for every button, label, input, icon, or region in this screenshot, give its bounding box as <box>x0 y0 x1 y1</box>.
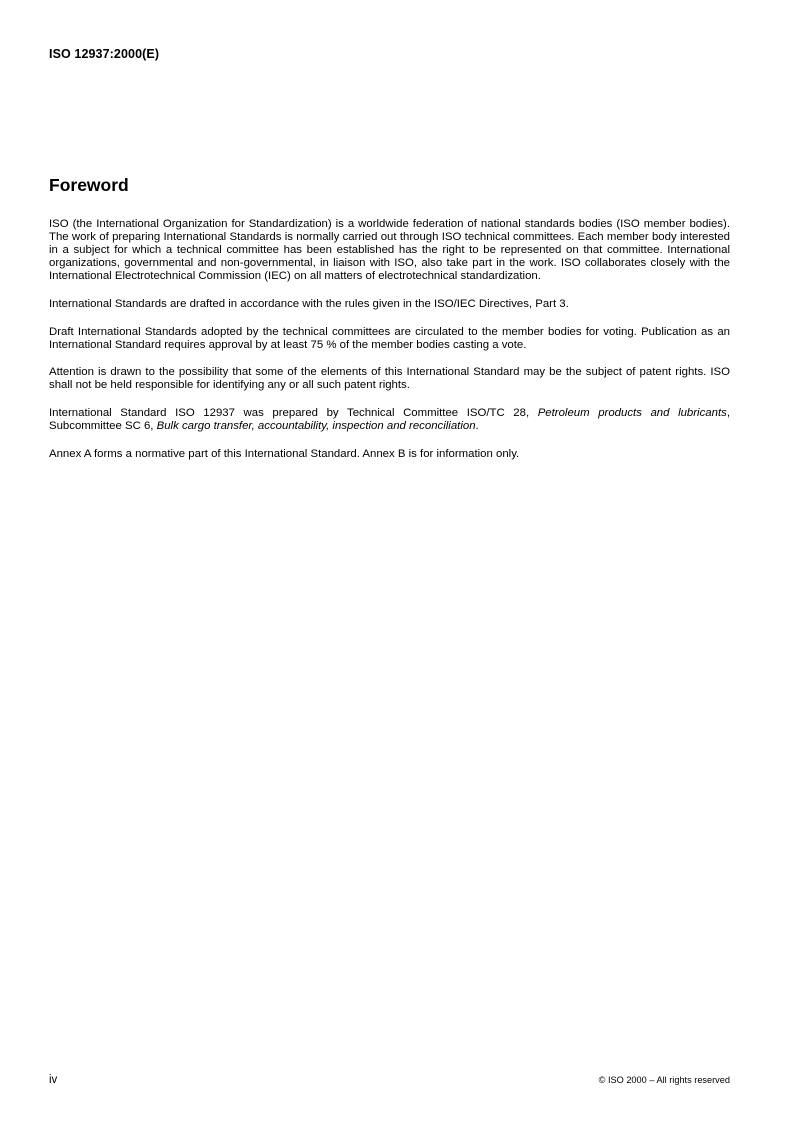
paragraph-prepared-by <box>49 407 730 433</box>
paragraph-draft-standards: Draft International Standards adopted by the technical committees are circulated to the member bodies for voting. Publication as an International Standard requires approval by at least 75 % of the member bodies casting a vote. <box>49 325 730 351</box>
foreword-heading: Foreword <box>49 175 129 195</box>
document-id: ISO 12937:2000(E) <box>49 47 160 61</box>
paragraph-annex-note: Annex A forms a normative part of this International Standard. Annex B is for information only. <box>49 447 520 460</box>
prepared-by-suffix: . <box>475 420 479 433</box>
page-number: iv <box>49 1074 58 1086</box>
subcommittee-title: Bulk cargo transfer, accountability, inspection and reconciliation <box>156 420 476 433</box>
copyright-notice: © ISO 2000 – All rights reserved <box>598 1075 730 1085</box>
committee-title: Petroleum products and lubricants <box>537 406 727 419</box>
prepared-by-prefix: International Standard ISO 12937 was prepared by Technical Committee ISO/TC 28, <box>49 406 538 419</box>
paragraph-iso-intro: ISO (the International Organization for Standardization) is a worldwide federation of national standards bodies (ISO member bodies). The work of preparing International Standards is normally carried out through ISO technical committees. Each member body interested in a subject for which a technical committee has been established has the right to be represented on that committee. International organizations, governmental and non-governmental, in liaison with ISO, also take part in the work. ISO collaborates closely with the International Electrotechnical Commission (IEC) on all matters of electrotechnical standardization. <box>49 218 730 283</box>
paragraph-patent-rights: Attention is drawn to the possibility that some of the elements of this International Standard may be the subject of patent rights. ISO shall not be held responsible for identifying any or all such patent rights. <box>49 366 730 392</box>
prepared-by-middle: , Subcommittee SC 6, <box>49 406 730 433</box>
foreword-body <box>49 218 730 475</box>
paragraph-directives: International Standards are drafted in accordance with the rules given in the ISO/IEC Directives, Part 3. <box>49 297 569 310</box>
